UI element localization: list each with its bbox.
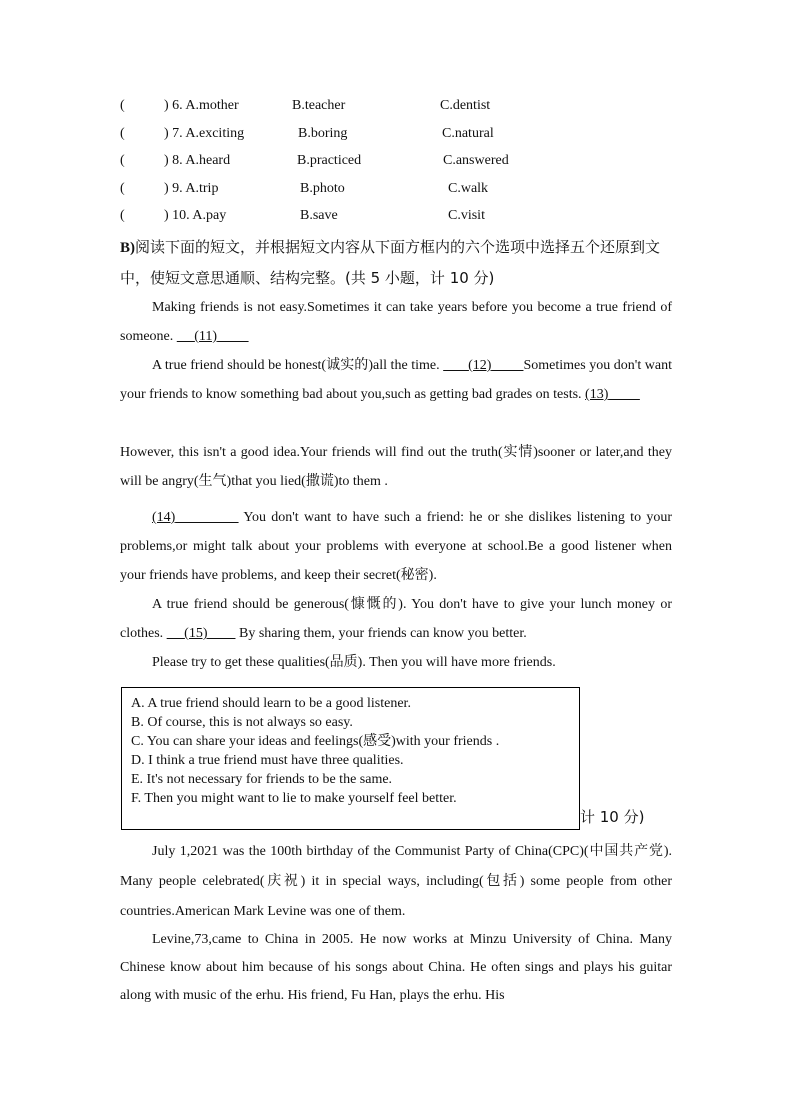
section-c-heading-fragment: 计 10 分) [580,808,645,826]
option-a-item: A. A true friend should learn to be a good listener. [131,696,411,711]
passage-text: Please try to get these qualities(品质). Then you will have more friends. [152,655,556,670]
question-number-option-a: ) 6. A.mother [164,98,239,113]
passage-b-paragraph-6 [120,648,672,677]
section-b-instruction [120,232,680,293]
question-number-option-a: ) 7. A.exciting [164,126,245,141]
question-number-option-a: ) 9. A.trip [164,181,219,196]
option-c-item: C. You can share your ideas and feelings(感受)with your friends . [131,734,500,749]
blank-number: (12) [468,358,492,373]
blank-number: (14) [152,510,176,525]
answer-paren: ( [120,181,125,196]
answer-paren: ( [120,153,125,168]
option-d-item: D. I think a true friend must have three qualities. [131,753,404,768]
answer-paren: ( [120,208,125,223]
option-c: C.natural [442,126,494,141]
answer-paren: ( [120,98,125,113]
option-b: B.save [300,208,338,223]
option-b: B.boring [298,126,348,141]
passage-text: A true friend should be honest(诚实的)all the time. [152,358,440,373]
option-c: C.dentist [440,98,491,113]
answer-paren: ( [120,126,125,141]
section-b-text: 阅读下面的短文，并根据短文内容从下面方框内的六个选项中选择五个还原到文中，使短文意思通顺、结构完整。(共 5 小题，计 10 分) [120,238,661,287]
question-number-option-a: ) 10. A.pay [164,208,227,223]
passage-text: A true friend should be generous(慷慨的). You don't have to give your lunch money or clothes. [120,597,672,641]
blank-number: (11) [194,329,218,344]
option-f-item: F. Then you might want to lie to make yourself feel better. [131,791,457,806]
section-b-label: B) [120,240,135,256]
option-c: C.walk [448,181,489,196]
option-b-item: B. Of course, this is not always so easy. [131,715,353,730]
passage-b-paragraph-1 [120,293,672,351]
blank-number: (15) [184,626,208,641]
option-b: B.photo [300,181,345,196]
option-e-item: E. It's not necessary for friends to be the same. [131,772,393,787]
passage-text: Sometimes you don't want your friends to know something bad about you,such as getting bad grades on tests. [120,358,672,402]
option-b: B.practiced [297,153,362,168]
passage-c-paragraph-1: July 1,2021 was the 100th birthday of the Communist Party of China(CPC)(中国共产党). Many people celebrated(庆祝) it in special ways, including(包括) some people from other countries.American Mark Levine was one of them. [120,844,672,919]
blank-number: (13) [585,387,609,402]
passage-b-paragraph-4 [120,503,672,590]
passage-text: Making friends is not easy.Sometimes it can take years before you become a true friend of someone. [120,300,672,344]
passage-text: However, this isn't a good idea.Your friends will find out the truth(实情)sooner or later,and they will be angry(生气)that you lied(撒谎)to them . [120,445,672,489]
blank-12[interactable] [443,358,523,373]
option-c: C.visit [448,208,485,223]
passage-c-paragraph-2: Levine,73,came to China in 2005. He now works at Minzu University of China. Many Chinese know about him because of his songs about China. He often sings and plays his guitar along with music of the erhu. His friend, Fu Han, plays the erhu. His [120,932,672,1003]
option-c: C.answered [443,153,509,168]
passage-text: You don't want to have such a friend: he or she dislikes listening to your problems,or might talk about your problems with everyone at school.Be a good listener when your friends have problems, and keep their secret(秘密). [120,510,673,583]
blank-14[interactable] [152,510,239,525]
passage-b-paragraph-2 [120,351,672,409]
blank-11[interactable] [177,329,249,344]
passage-text: By sharing them, your friends can know you better. [238,626,527,641]
passage-b-paragraph-5 [120,590,672,648]
blank-15[interactable] [167,626,236,641]
options-box [121,687,580,830]
option-b: B.teacher [292,98,346,113]
blank-13[interactable] [585,387,640,402]
passage-b-paragraph-3 [120,438,672,496]
question-number-option-a: ) 8. A.heard [164,153,231,168]
